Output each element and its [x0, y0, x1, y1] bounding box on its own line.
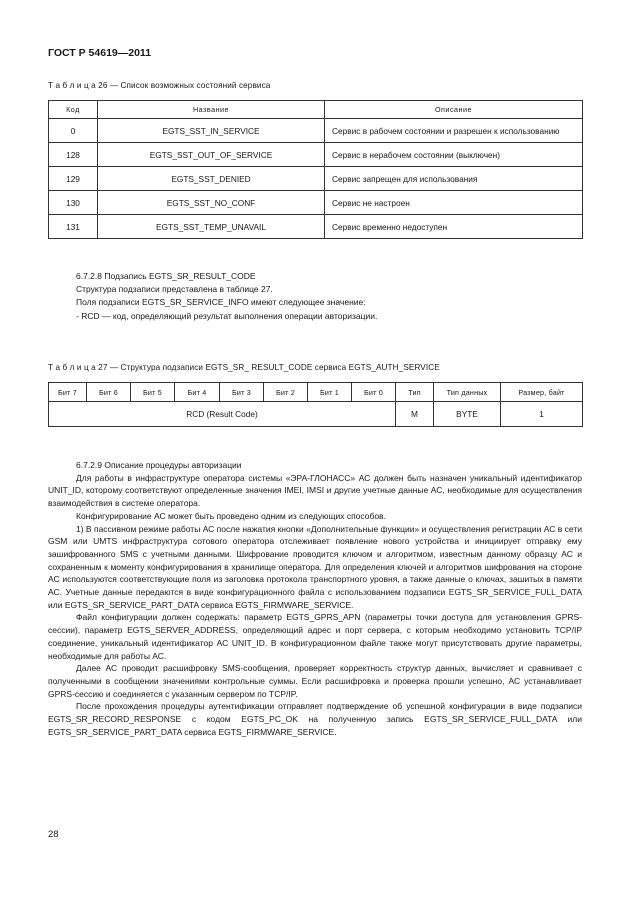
cell-description: Сервис не настроен	[325, 191, 583, 215]
table-26-caption: Т а б л и ц а 26 — Список возможных состояний сервиса	[48, 81, 271, 90]
cell-code: 131	[49, 215, 98, 239]
cell-type: M	[396, 402, 434, 427]
cell-description: Сервис временно недоступен	[325, 215, 583, 239]
column-header-description: Описание	[325, 101, 583, 119]
section-6-7-2-8	[76, 270, 582, 323]
cell-name: EGTS_SST_OUT_OF_SERVICE	[98, 143, 325, 167]
paragraph: Конфигурирование АС может быть проведено одним из следующих способов.	[76, 510, 386, 521]
cell-name: EGTS_SST_DENIED	[98, 167, 325, 191]
section-line: - RCD — код, определяющий результат выполнения операции авторизации.	[76, 310, 378, 321]
paragraph: Файл конфигурации должен содержать: параметр EGTS_GPRS_APN (параметры точки доступа для установления GPRS-сессии), параметр EGTS_SERVER_ADDRESS, определяющий адрес и порт сервера, с которым необходимо установить TCP/IP соединение, уникальный идентификатор АС UNIT_ID. В конфигурационном файле также могут присутствовать другие параметры, необходимые для работы АС.	[48, 612, 582, 661]
column-header-name: Название	[98, 101, 325, 119]
table-27	[48, 382, 583, 427]
column-header-bit-5: Бит 5	[131, 383, 175, 402]
column-header-bit-6: Бит 6	[87, 383, 131, 402]
table-26	[48, 100, 583, 239]
section-line: Структура подзаписи представлена в таблице 27.	[76, 284, 273, 295]
cell-code: 130	[49, 191, 98, 215]
table-header-row	[49, 383, 583, 402]
section-6-7-2-9	[48, 459, 582, 738]
section-heading: 6.7.2.8 Подзапись EGTS_SR_RESULT_CODE	[76, 271, 256, 281]
paragraph: Для работы в инфраструктуре оператора системы «ЭРА-ГЛОНАСС» АС должен быть назначен уникальный идентификатор UNIT_ID, которому соответствуют определенные значения IMEI, IMSI и другие учетные данные АС, необходимые для осуществления взаимодействия в системе оператора.	[48, 472, 582, 509]
column-header-code: Код	[49, 101, 98, 119]
section-heading: 6.7.2.9 Описание процедуры авторизации	[76, 460, 242, 470]
cell-description: Сервис запрещен для использования	[325, 167, 583, 191]
cell-code: 128	[49, 143, 98, 167]
table-27-caption: Т а б л и ц а 27 — Структура подзаписи EGTS_SR_ RESULT_CODE сервиса EGTS_AUTH_SERVICE	[48, 363, 440, 372]
cell-name: EGTS_SST_IN_SERVICE	[98, 119, 325, 143]
table-header-row	[49, 101, 583, 119]
cell-code: 0	[49, 119, 98, 143]
column-header-data-type: Тип данных	[434, 383, 501, 402]
page-number: 28	[48, 829, 59, 840]
column-header-bit-0: Бит 0	[352, 383, 396, 402]
table-row	[49, 215, 583, 239]
document-header: ГОСТ Р 54619—2011	[48, 47, 152, 59]
column-header-bit-4: Бит 4	[175, 383, 220, 402]
paragraph: После прохождения процедуры аутентификации отправляет подтверждение об успешной конфигурации в виде подзаписи EGTS_SR_RECORD_RESPONSE с кодом EGTS_PC_OK на полученную запись EGTS_SR_SERVICE_FULL_DATA или EGTS_SR_SERVICE_PART_DATA сервиса EGTS_FIRMWARE_SERVICE.	[48, 701, 582, 737]
cell-name: EGTS_SST_TEMP_UNAVAIL	[98, 215, 325, 239]
cell-description: Сервис в нерабочем состоянии (выключен)	[325, 143, 583, 167]
table-row	[49, 191, 583, 215]
paragraph: Далее АС проводит расшифровку SMS-сообщения, проверяет корректность структур данных, вычисляет и сравнивает с полученными в сообщении значениями контрольные суммы. Если расшифровка и проверка прошли успешно, АС устанавливает GPRS-сессию и соединяется с указанным сервером по TCP/IP.	[48, 663, 582, 699]
column-header-bit-1: Бит 1	[308, 383, 352, 402]
section-line: Поля подзаписи EGTS_SR_SERVICE_INFO имеют следующее значение:	[76, 297, 366, 308]
cell-code: 129	[49, 167, 98, 191]
cell-data-type: BYTE	[434, 402, 501, 427]
cell-name: EGTS_SST_NO_CONF	[98, 191, 325, 215]
cell-size: 1	[501, 402, 583, 427]
column-header-type: Тип	[396, 383, 434, 402]
column-header-bit-7: Бит 7	[49, 383, 87, 402]
table-row	[49, 119, 583, 143]
table-row	[49, 402, 583, 427]
paragraph: 1) В пассивном режиме работы АС после нажатия кнопки «Дополнительные функции» и осуществления регистрации АС в сети GSM или UMTS инфраструктура сотового оператора отслеживает появление нового устройства и инициирует отправку ему зашифрованного SMS с учетными данными. Шифрование проводится ключом и алгоритмом, известным данному образцу АС и сохраненным к моменту конфигурирования в хранилище оператора. Для определения ключей и алгоритмов шифрования на стороне АС используются соответствующие поля из заголовка протокола транспортного уровня, а также данные о ключах, зашитых в памяти АС. Учетные данные передаются в виде конфигурационного файла с использованием подзаписи EGTS_SR_SERVICE_FULL_DATA или EGTS_SR_SERVICE_PART_DATA сервиса EGTS_FIRMWARE_SERVICE.	[48, 523, 582, 610]
cell-field: RCD (Result Code)	[49, 402, 396, 427]
table-row	[49, 167, 583, 191]
column-header-bit-2: Бит 2	[264, 383, 308, 402]
table-row	[49, 143, 583, 167]
column-header-bit-3: Бит 3	[220, 383, 264, 402]
column-header-size: Размер, байт	[501, 383, 583, 402]
cell-description: Сервис в рабочем состоянии и разрешен к использованию	[325, 119, 583, 143]
